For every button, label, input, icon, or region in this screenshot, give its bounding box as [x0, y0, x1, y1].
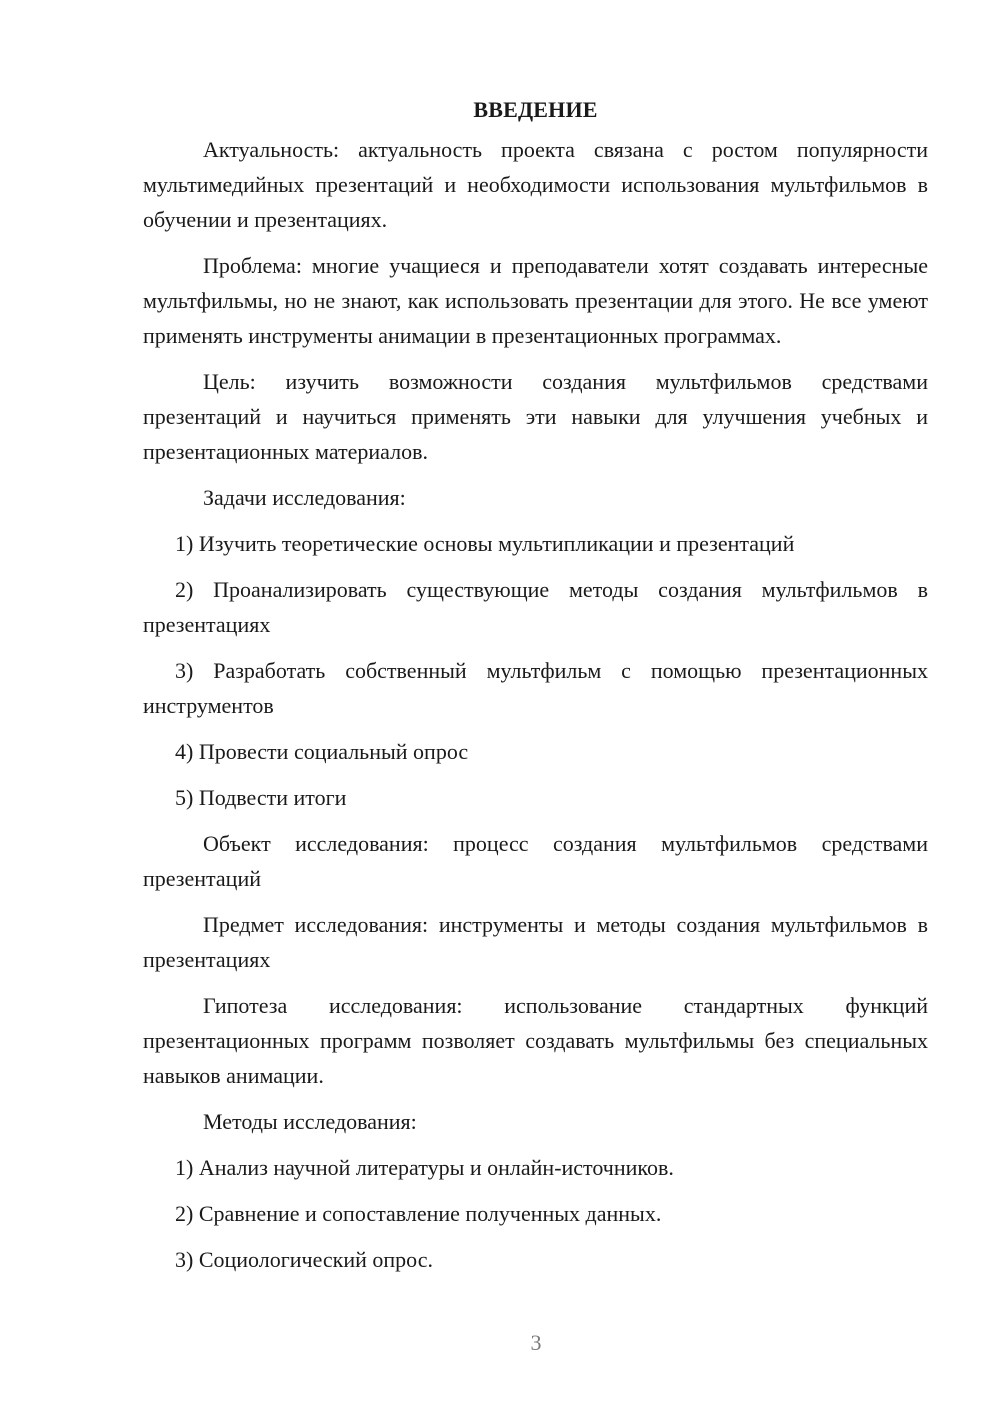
relevance-paragraph: Актуальность: актуальность проекта связана с ростом популярности мультимедийных презентаций и необходимости использования мультфильмов в обучении и презентациях. — [143, 137, 928, 232]
research-subject-paragraph: Предмет исследования: инструменты и методы создания мультфильмов в презентациях — [143, 912, 928, 972]
task-item: 5) Подвести итоги — [175, 785, 347, 810]
goal-paragraph: Цель: изучить возможности создания мультфильмов средствами презентаций и научиться применять эти навыки для улучшения учебных и презентационных материалов. — [143, 369, 928, 464]
task-item: 3) Разработать собственный мультфильм с помощью презентационных инструментов — [143, 658, 928, 718]
problem-paragraph: Проблема: многие учащиеся и преподаватели хотят создавать интересные мультфильмы, но не знают, как использовать презентации для этого. Не все умеют применять инструменты анимации в презентационных программах. — [143, 253, 928, 348]
method-item: 3) Социологический опрос. — [175, 1247, 433, 1272]
document-page — [143, 92, 928, 1288]
method-item: 2) Сравнение и сопоставление полученных данных. — [175, 1201, 662, 1226]
task-item: 1) Изучить теоретические основы мультипликации и презентаций — [175, 531, 795, 556]
methods-heading: Методы исследования: — [203, 1109, 417, 1134]
document-title: ВВЕДЕНИЕ — [473, 97, 598, 122]
research-object-paragraph: Объект исследования: процесс создания мультфильмов средствами презентаций — [143, 831, 928, 891]
task-item: 2) Проанализировать существующие методы создания мультфильмов в презентациях — [143, 577, 928, 637]
page-number: 3 — [530, 1330, 542, 1355]
tasks-heading: Задачи исследования: — [203, 485, 406, 510]
hypothesis-paragraph: Гипотеза исследования: использование стандартных функций презентационных программ позволяет создавать мультфильмы без специальных навыков анимации. — [143, 993, 928, 1088]
method-item: 1) Анализ научной литературы и онлайн-источников. — [175, 1155, 674, 1180]
task-item: 4) Провести социальный опрос — [175, 739, 469, 764]
